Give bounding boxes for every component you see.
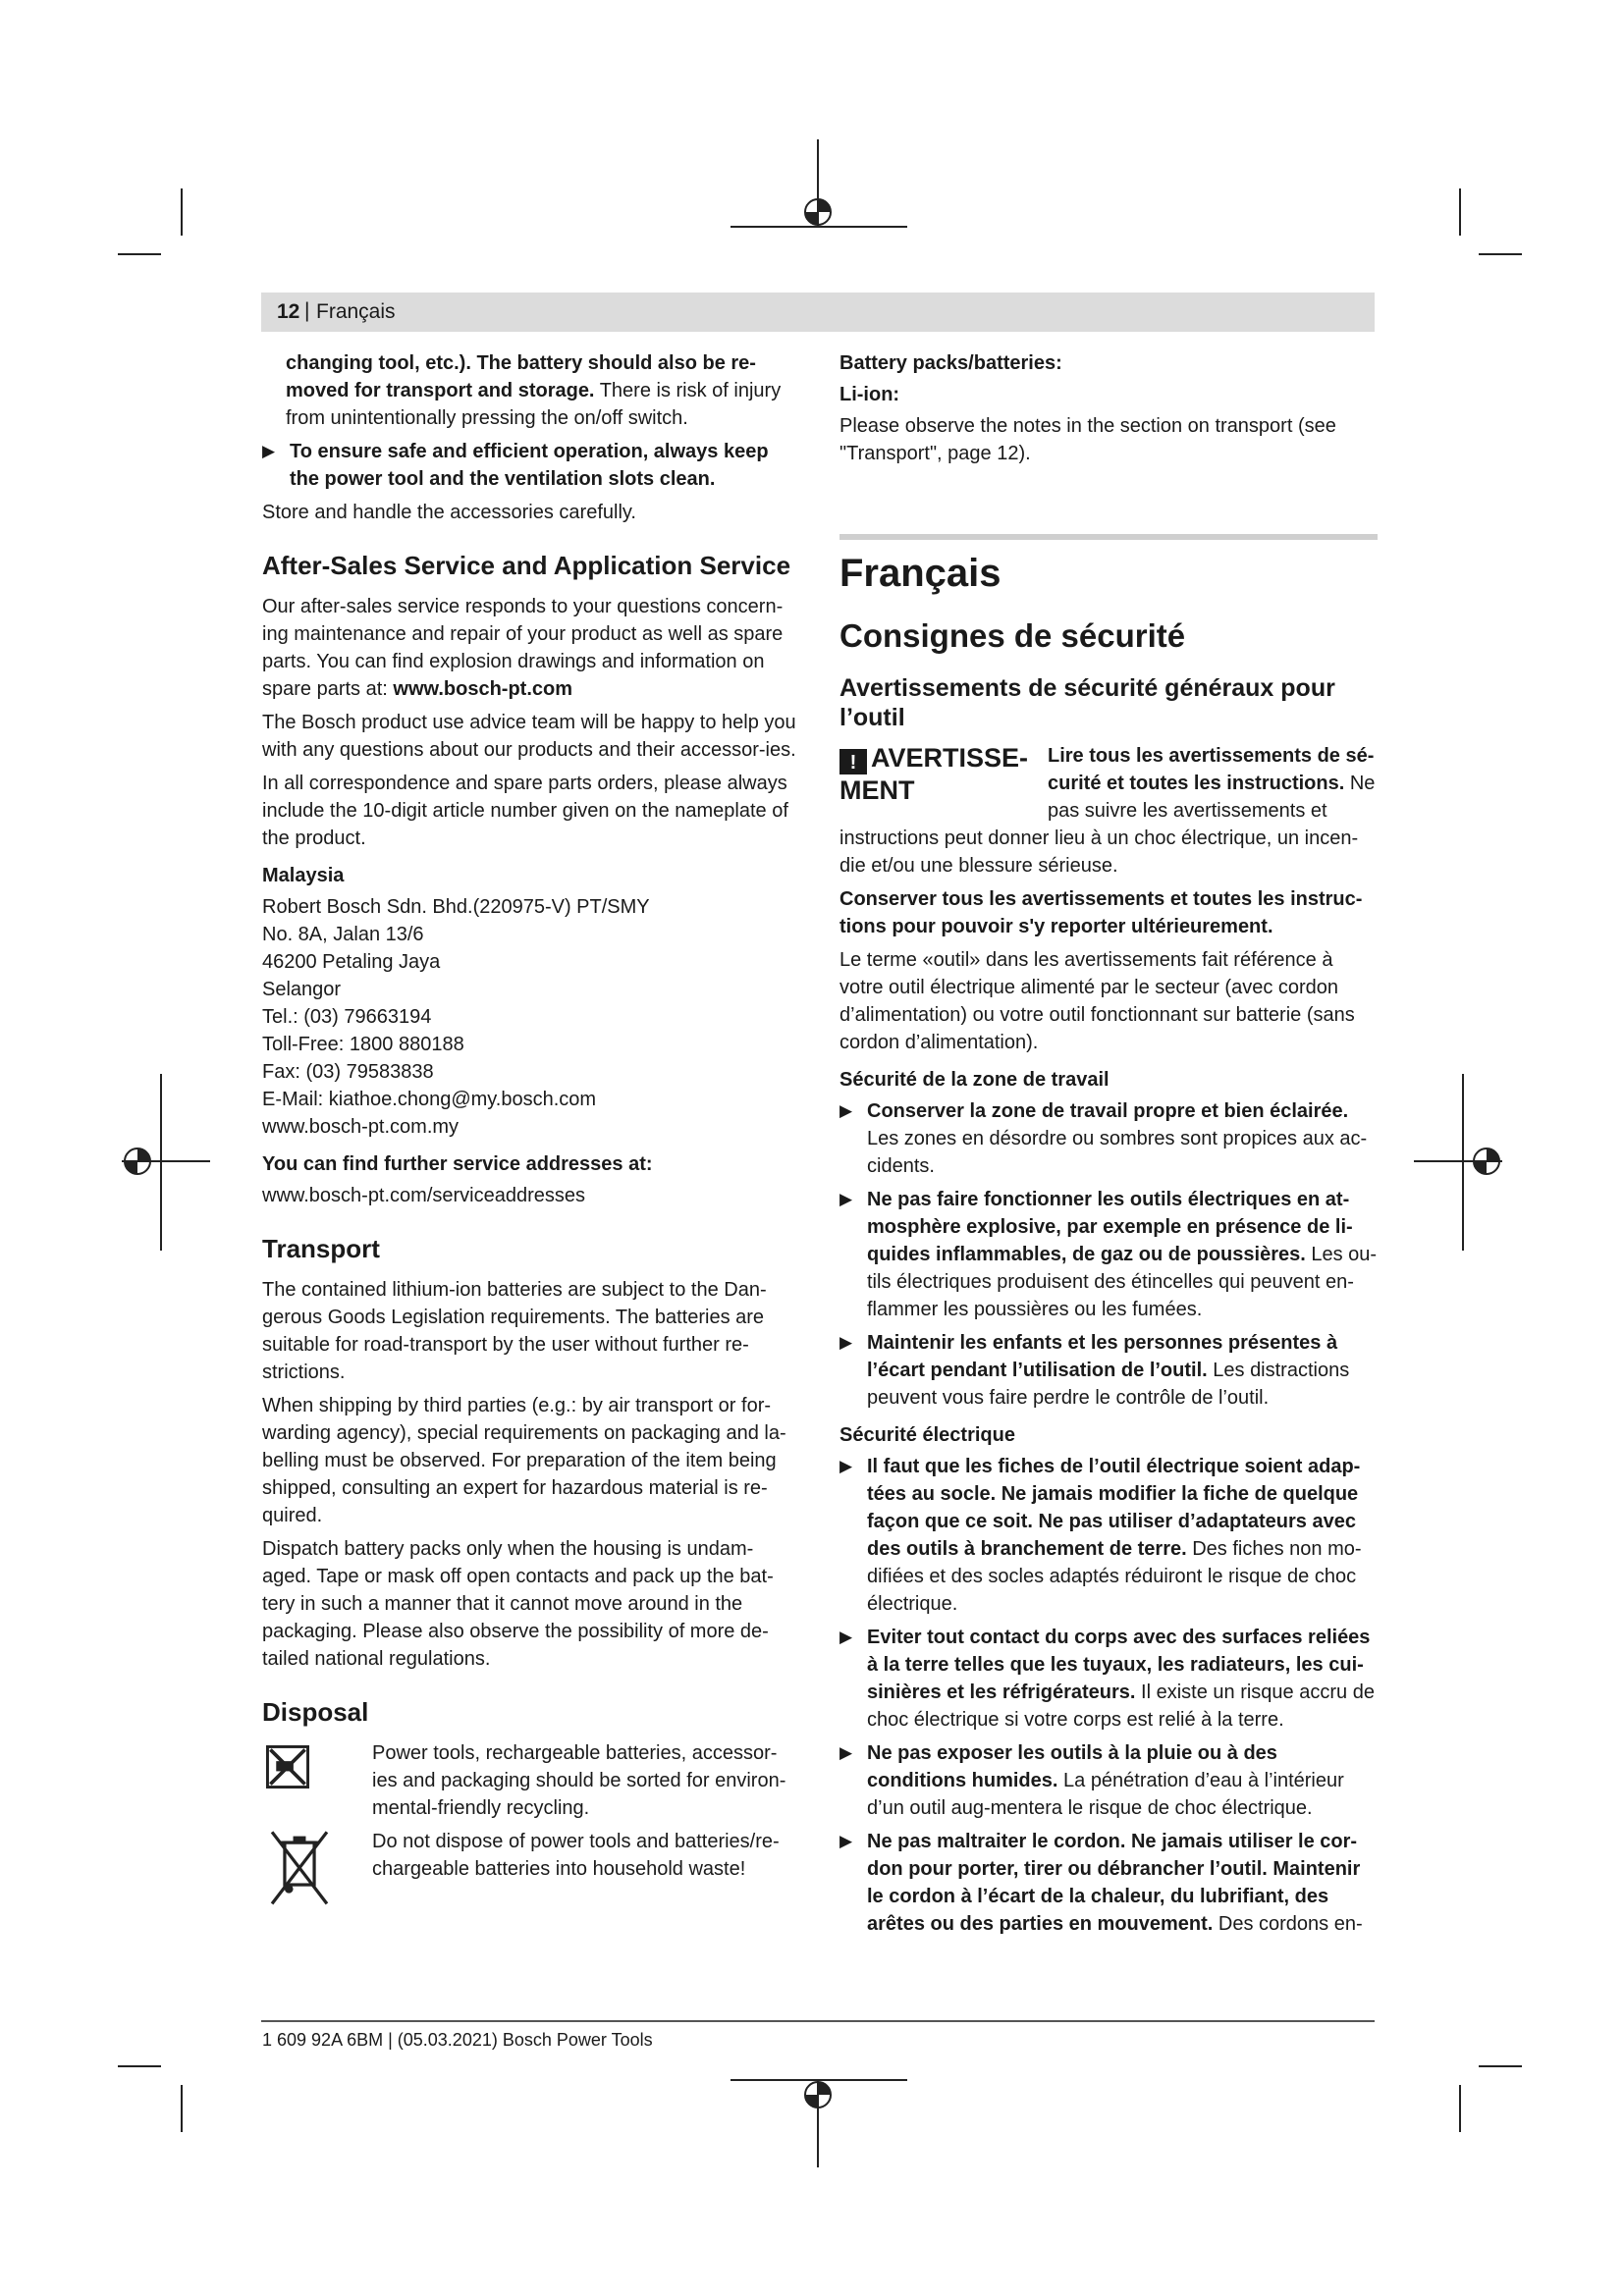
item-bold: Ne pas faire fonctionner les outils électriques en at-mosphère explosive, par exemple en présence de li-quides inflammables, de gaz ou de poussières. <box>867 1189 1353 1265</box>
warning-label <box>839 742 1036 806</box>
item-text: Des fiches non mo-difiées et des socles adaptés réduiront le risque de choc électrique. <box>867 1538 1362 1615</box>
list-item <box>839 1739 1378 1822</box>
list-item <box>839 1453 1378 1618</box>
paragraph <box>262 593 800 703</box>
list-item <box>839 1624 1378 1734</box>
bullet-text: To ensure safe and efficient operation, always keep the power tool and the ventilation slots clean. <box>290 441 769 490</box>
crop-mark <box>1479 2065 1522 2067</box>
paragraph: Dispatch battery packs only when the housing is undam-aged. Tape or mask off open contacts and pack up the bat-tery in such a manner that it cannot move around in the packaging. Please also observe the possibility of more de-tailed national regulations. <box>262 1538 774 1670</box>
item-bold: Ne pas maltraiter le cordon. Ne jamais utiliser le cor-don pour porter, tirer ou débrancher l’outil. Maintenir le cordon à l’écart de la chaleur, du lubrifiant, des arêtes ou des parties en mouvement. <box>867 1831 1361 1935</box>
paragraph: The Bosch product use advice team will be happy to help you with any questions about our products and their accessor-ies. <box>262 712 796 761</box>
subsection-heading: Sécurité électrique <box>839 1424 1015 1446</box>
subsection-heading: Malaysia <box>262 865 345 886</box>
list-item <box>839 1329 1378 1412</box>
address-line: Selangor <box>262 979 342 1000</box>
bullet-arrow-icon: ▶ <box>839 1190 853 1208</box>
footer-rule <box>261 2020 1375 2022</box>
service-text: Our after-sales service responds to your questions concern-ing maintenance and repair of your product as well as spare parts. You can find explosion drawings and information on spare parts at: <box>262 596 784 700</box>
page-footer: 1 609 92A 6BM | (05.03.2021) Bosch Power Tools <box>262 2030 653 2050</box>
header-language: Français <box>316 300 396 323</box>
paragraph: Conserver tous les avertissements et toutes les instruc-tions pour pouvoir s'y reporter ultérieurement. <box>839 888 1363 937</box>
address-line: 46200 Petaling Jaya <box>262 951 441 973</box>
address-line: Tel.: (03) 79663194 <box>262 1006 432 1028</box>
crop-mark <box>118 253 161 255</box>
item-text: Les distractions peuvent vous faire perdre le contrôle de l’outil. <box>867 1360 1350 1409</box>
crop-mark <box>118 2065 161 2067</box>
item-bold: Maintenir les enfants et les personnes présentes à l’écart pendant l’utilisation de l’outil. <box>867 1332 1338 1381</box>
item-text: Les zones en désordre ou sombres sont propices aux ac-cidents. <box>867 1128 1368 1177</box>
item-bold: Conserver la zone de travail propre et bien éclairée. <box>867 1100 1349 1122</box>
warning-label-text: AVERTISSE-MENT <box>839 743 1029 805</box>
crop-mark <box>181 188 183 236</box>
address-block <box>262 893 800 1141</box>
list-item <box>839 1097 1378 1180</box>
item-bold: Ne pas exposer les outils à la pluie ou à des conditions humides. <box>867 1742 1277 1791</box>
section-heading: After-Sales Service and Application Service <box>262 551 791 580</box>
list-item <box>839 1828 1378 1938</box>
warning-block <box>839 742 1378 880</box>
item-text: La pénétration d’eau à l’intérieur d’un outil aug-mentera le risque de choc électrique. <box>867 1770 1344 1819</box>
address-line: E-Mail: kiathoe.chong@my.bosch.com <box>262 1089 597 1110</box>
address-line: Robert Bosch Sdn. Bhd.(220975-V) PT/SMY <box>262 896 650 918</box>
registration-mark-icon <box>1414 1074 1512 1251</box>
bullet-arrow-icon: ▶ <box>839 1101 853 1120</box>
subsection-heading: Battery packs/batteries: <box>839 352 1062 374</box>
disposal-row <box>262 1739 800 1828</box>
disposal-text: Do not dispose of power tools and batteries/re-chargeable batteries into household waste! <box>372 1831 780 1880</box>
registration-mark-icon <box>731 139 907 238</box>
subsection-heading: Li-ion: <box>839 384 900 405</box>
section-divider <box>839 534 1378 540</box>
subsection-heading: Sécurité de la zone de travail <box>839 1069 1110 1091</box>
address-line: No. 8A, Jalan 13/6 <box>262 924 424 945</box>
bullet-arrow-icon: ▶ <box>839 1457 853 1475</box>
crop-mark <box>1459 2085 1461 2132</box>
chapter-title: Français <box>839 552 1001 595</box>
section-heading: Disposal <box>262 1697 369 1727</box>
list-item <box>839 1186 1378 1323</box>
registration-mark-icon <box>112 1074 210 1251</box>
address-line: Fax: (03) 79583838 <box>262 1061 434 1083</box>
registration-mark-icon <box>731 2069 907 2167</box>
bullet-arrow-icon: ▶ <box>839 1333 853 1352</box>
right-column <box>839 349 1378 1944</box>
crop-mark <box>181 2085 183 2132</box>
section-heading: Transport <box>262 1234 380 1263</box>
warning-triangle-icon: ! <box>839 749 867 774</box>
page-header <box>261 293 1375 332</box>
address-line: Toll-Free: 1800 880188 <box>262 1034 464 1055</box>
bullet-arrow-icon: ▶ <box>839 1743 853 1762</box>
paragraph: When shipping by third parties (e.g.: by air transport or for-warding agency), special requirements on packaging and la-belling must be observed. For preparation of the item being shipped, consulting an expert for hazardous material is re-quired. <box>262 1395 786 1526</box>
service-link[interactable]: www.bosch-pt.com <box>393 678 573 700</box>
item-bold: Il faut que les fiches de l’outil électrique soient adap-tées au socle. Ne jamais modifier la fiche de quelque façon que ce soit. Ne pas utiliser d’adaptateurs avec des outils à branchement de terre. <box>867 1456 1361 1560</box>
disposal-text: Power tools, rechargeable batteries, accessor-ies and packaging should be sorted for environ-mental-friendly recycling. <box>372 1742 786 1819</box>
crossed-bin-icon <box>262 1828 337 1912</box>
bullet-arrow-icon: ▶ <box>839 1832 853 1850</box>
subsection-heading: You can find further service addresses at: <box>262 1153 653 1175</box>
section-title: Consignes de sécurité <box>839 617 1186 654</box>
continued-paragraph <box>262 349 800 432</box>
crop-mark <box>1479 253 1522 255</box>
list-item <box>262 438 800 493</box>
continued-bold: changing tool, etc.). The battery should also be re-moved for transport and storage. <box>286 352 756 401</box>
paragraph: The contained lithium-ion batteries are subject to the Dan-gerous Goods Legislation requirements. The batteries are suitable for road-transport by the user without further re-strictions. <box>262 1279 767 1383</box>
bullet-arrow-icon: ▶ <box>262 442 276 460</box>
paragraph: Please observe the notes in the section on transport (see "Transport", page 12). <box>839 415 1336 464</box>
item-text: Il existe un risque accru de choc électrique si votre corps est relié à la terre. <box>867 1682 1375 1731</box>
continued-text: There is risk of injury from unintentionally pressing the on/off switch. <box>286 380 782 429</box>
item-bold: Eviter tout contact du corps avec des surfaces reliées à la terre telles que les tuyaux, les radiateurs, les cui-sinières et les réfrigérateurs. <box>867 1627 1371 1703</box>
paragraph: Le terme «outil» dans les avertissements fait référence à votre outil électrique alimenté par le secteur (avec cordon d’alimentation) ou votre outil fonctionnant sur batterie (sans cordon d’alimentation). <box>839 949 1355 1053</box>
crop-mark <box>1459 188 1461 236</box>
item-text: Les ou-tils électriques produisent des étincelles qui peuvent en-flammer les poussières ou les fumées. <box>867 1244 1378 1320</box>
warning-text: Ne pas suivre les avertissements et instructions peut donner lieu à un choc électrique, un incen-die et/ou une blessure sérieuse. <box>839 773 1376 877</box>
warning-bold-text: Lire tous les avertissements de sé-curité et toutes les instructions. <box>1048 745 1375 794</box>
section-heading: Avertissements de sécurité généraux pour l’outil <box>839 674 1335 731</box>
disposal-row <box>262 1828 800 1916</box>
further-link[interactable]: www.bosch-pt.com/serviceaddresses <box>262 1185 586 1206</box>
page-number: 12 <box>277 300 300 323</box>
address-line: www.bosch-pt.com.my <box>262 1116 460 1138</box>
recycling-sort-icon <box>266 1743 309 1790</box>
item-text: Des cordons en- <box>1213 1913 1363 1935</box>
paragraph: Store and handle the accessories carefully. <box>262 502 636 523</box>
left-column <box>262 349 800 1916</box>
header-separator: | <box>304 299 310 322</box>
bullet-arrow-icon: ▶ <box>839 1628 853 1646</box>
paragraph: In all correspondence and spare parts orders, please always include the 10-digit article number given on the nameplate of the product. <box>262 773 788 849</box>
